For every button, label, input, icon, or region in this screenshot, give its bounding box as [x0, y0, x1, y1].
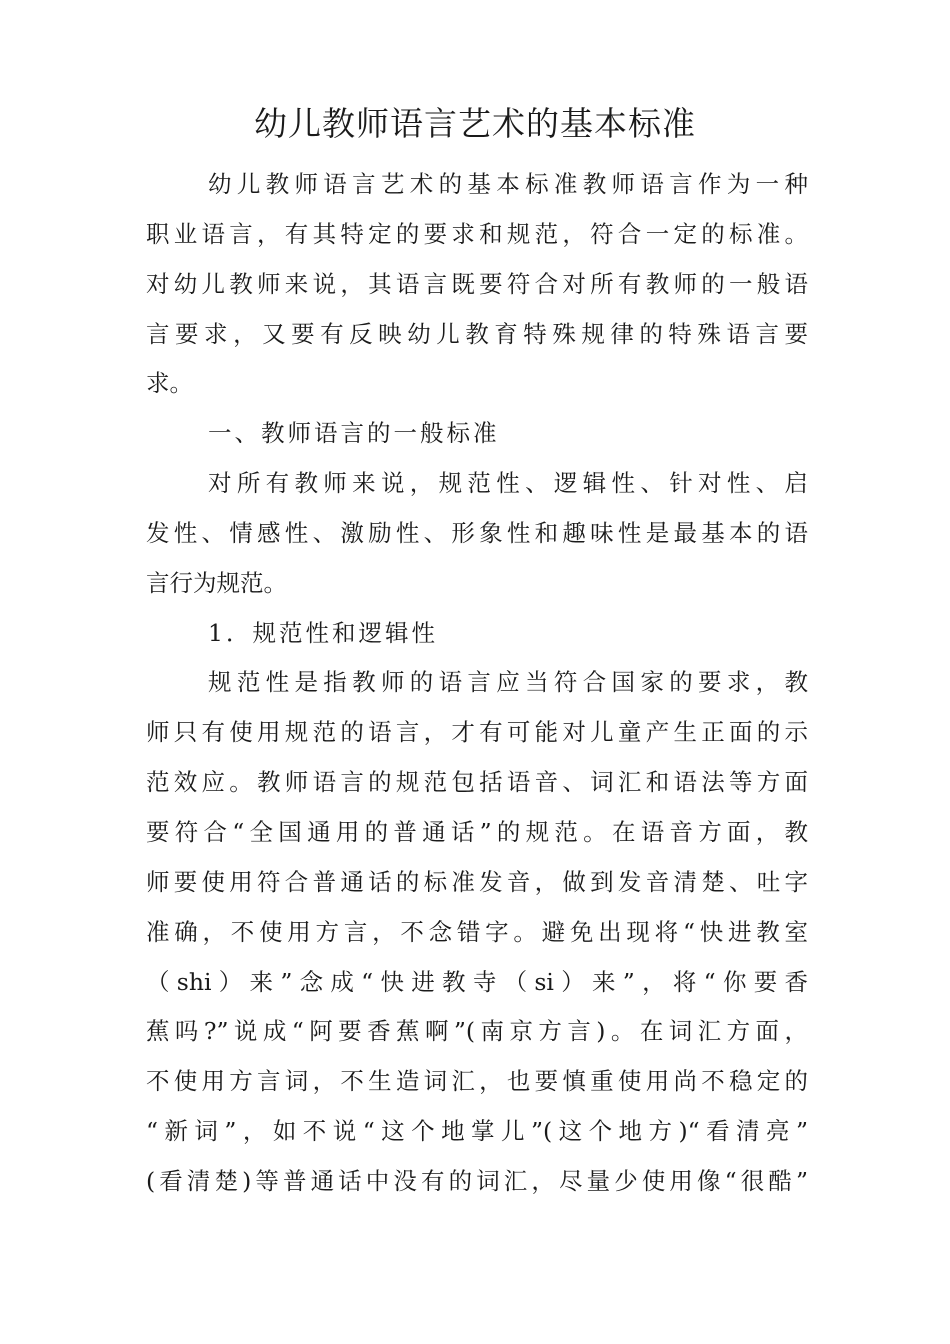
paragraph-line: 规范性是指教师的语言应当符合国家的要求，教 — [208, 668, 808, 697]
paragraph-line: 言要求，又要有反映幼儿教育特殊规律的特殊语言要 — [146, 319, 808, 348]
document-title: 幼儿教师语言艺术的基本标准 — [254, 104, 696, 143]
section-heading: 一、教师语言的一般标准 — [208, 419, 500, 448]
document-body — [146, 160, 808, 1207]
paragraph-line: 发性、情感性、激励性、形象性和趣味性是最基本的语 — [146, 518, 808, 547]
paragraph-line: 言行为规范。 — [146, 568, 287, 597]
paragraph-line: 职业语言，有其特定的要求和规范，符合一定的标准。 — [146, 219, 808, 248]
paragraph-line: 对幼儿教师来说，其语言既要符合对所有教师的一般语 — [146, 269, 808, 298]
paragraph-line: 师只有使用规范的语言，才有可能对儿童产生正面的示 — [146, 718, 808, 747]
subsection-heading: 1．规范性和逻辑性 — [208, 618, 438, 647]
paragraph-line: 不使用方言词，不生造词汇，也要慎重使用尚不稳定的 — [146, 1067, 808, 1096]
paragraph-line: (看清楚)等普通话中没有的词汇，尽量少使用像“很酷” — [146, 1166, 808, 1195]
paragraph-line: “新词”，如不说“这个地掌儿”(这个地方)“看清亮” — [146, 1117, 808, 1146]
paragraph-line: 幼儿教师语言艺术的基本标准教师语言作为一种 — [208, 170, 808, 198]
paragraph-line: 范效应。教师语言的规范包括语音、词汇和语法等方面 — [146, 768, 808, 797]
paragraph-line: （shi）来”念成“快进教寺（si）来”，将“你要香 — [146, 967, 808, 996]
paragraph-line: 求。 — [146, 369, 193, 398]
paragraph-line: 对所有教师来说，规范性、逻辑性、针对性、启 — [208, 469, 808, 498]
paragraph-line: 蕉吗?”说成“阿要香蕉啊”(南京方言)。在词汇方面， — [146, 1017, 808, 1046]
paragraph-line: 师要使用符合普通话的标准发音，做到发音清楚、吐字 — [146, 867, 808, 896]
paragraph-line: 准确，不使用方言，不念错字。避免出现将“快进教室 — [146, 917, 808, 946]
paragraph-line: 要符合“全国通用的普通话”的规范。在语音方面，教 — [146, 817, 808, 846]
